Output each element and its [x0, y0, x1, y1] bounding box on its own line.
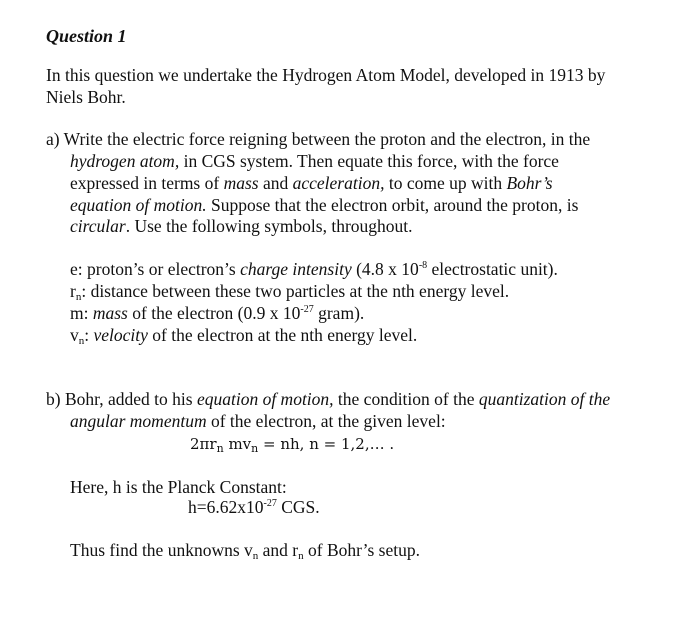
part-a-line-5: circular. Use the following symbols, throughout.: [70, 216, 413, 236]
planck-constant: $h=6.62x10^{-27}$ CGS.: [188, 497, 320, 517]
final-question: Thus find the unknowns $v_n$ and $r_n$ of Bohr’s setup.: [70, 540, 420, 562]
planck-intro: Here, h is the Planck Constant:: [70, 477, 287, 497]
part-a-line-4: equation of motion. Suppose that the electron orbit, around the proton, is: [70, 195, 579, 215]
symbol-e: e: proton’s or electron’s charge intensity (4.8 x $10^{-8}$ electrostatic unit).: [70, 259, 558, 279]
part-b-line-2: angular momentum of the electron, at the given level:: [70, 411, 446, 431]
symbol-m: m: mass of the electron (0.9 x $10^{-27}$ gram).: [70, 303, 365, 323]
part-a-line-2: hydrogen atom, in CGS system. Then equate this force, with the force: [70, 151, 559, 171]
question-title: Question 1: [46, 26, 127, 46]
part-b-line-1: b) Bohr, added to his equation of motion, the condition of the quantization of the: [46, 389, 611, 409]
part-a-line-3: expressed in terms of mass and acceleration, to come up with Bohr’s: [70, 173, 553, 193]
intro-line-2: Niels Bohr.: [46, 87, 126, 107]
part-a-line-1: a) Write the electric force reigning between the proton and the electron, in the: [46, 129, 591, 149]
symbol-v: $v_n$: velocity of the electron at the nth energy level.: [70, 325, 418, 347]
quantization-equation: $2\pi r_n$ $mv_n$ = nh, n = 1,2,… .: [190, 435, 395, 455]
symbol-r: $r_n$: distance between these two particles at the nth energy level.: [70, 281, 510, 303]
intro-line-1: In this question we undertake the Hydrogen Atom Model, developed in 1913 by: [46, 65, 606, 85]
